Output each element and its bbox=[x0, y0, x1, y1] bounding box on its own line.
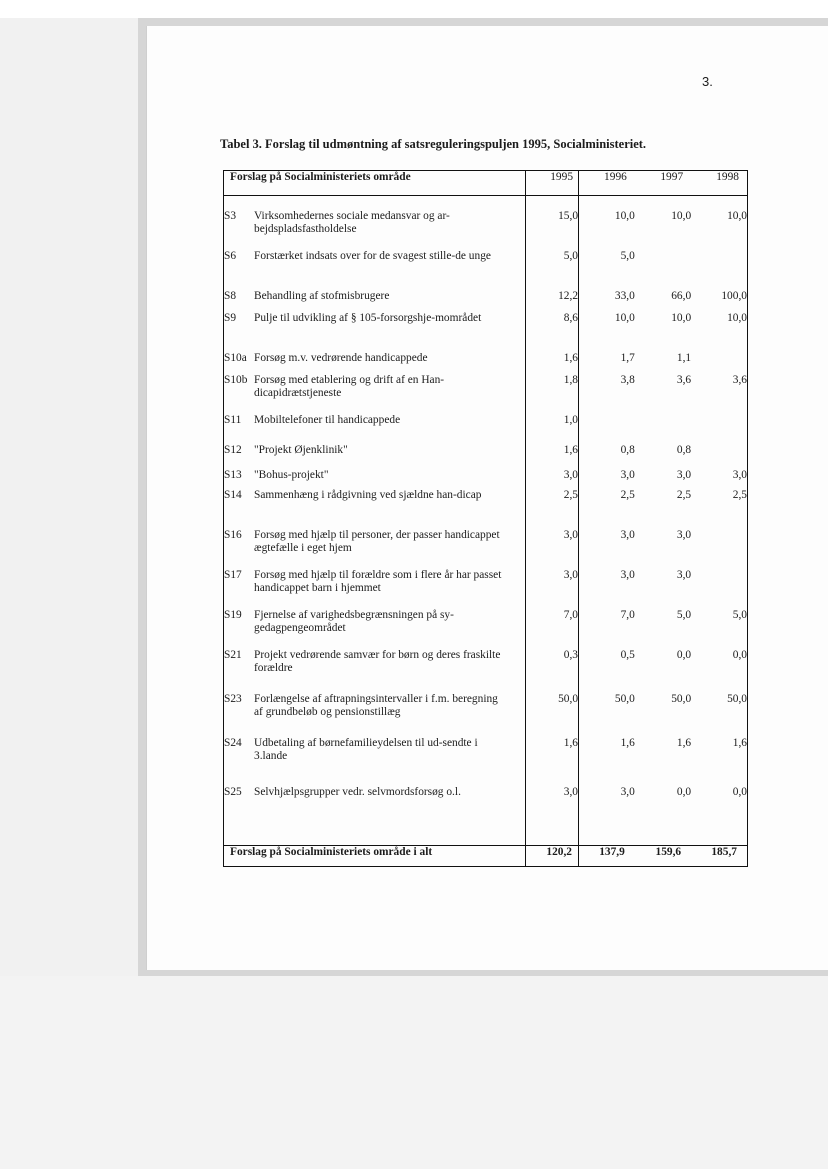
row-description: "Bohus-projekt" bbox=[254, 469, 329, 481]
row-value-1995: 1,0 bbox=[525, 414, 578, 444]
row-value-1996: 3,8 bbox=[620, 374, 635, 386]
header-year-1998: 1998 bbox=[691, 171, 747, 196]
table-total-row bbox=[224, 846, 748, 867]
row-value-1996: 10,0 bbox=[614, 312, 635, 324]
row-description: Forsøg med etablering og drift af en Han-dicapidrætstjeneste bbox=[254, 374, 445, 399]
row-value-1998: 3,6 bbox=[691, 374, 747, 414]
allocation-table bbox=[223, 170, 748, 867]
total-1996: 137,9 bbox=[579, 846, 635, 867]
row-description: Behandling af stofmisbrugere bbox=[254, 290, 390, 302]
row-description: Selvhjælpsgrupper vedr. selvmordsforsøg o.l. bbox=[254, 786, 461, 798]
row-description: Fjernelse af varighedsbegrænsningen på sy-gedagpengeområdet bbox=[254, 609, 454, 634]
row-description: Udbetaling af børnefamilieydelsen til ud-sendte i 3.lande bbox=[254, 737, 478, 762]
row-value-1998 bbox=[691, 569, 747, 609]
row-code: S16 bbox=[224, 529, 242, 541]
row-value-1995: 5,0 bbox=[525, 250, 578, 290]
row-value-1995: 3,0 bbox=[525, 786, 578, 831]
row-value-1997: 1,6 bbox=[676, 737, 692, 749]
table-row bbox=[224, 649, 748, 693]
row-value-1995: 7,0 bbox=[525, 609, 578, 649]
row-code: S9 bbox=[224, 312, 237, 324]
row-value-1997: 2,5 bbox=[676, 489, 692, 501]
row-value-1996: 1,7 bbox=[620, 352, 635, 364]
row-value-1996: 3,0 bbox=[620, 786, 635, 798]
row-value-1996: 33,0 bbox=[614, 290, 635, 302]
row-value-1996: 7,0 bbox=[620, 609, 635, 621]
row-code: S8 bbox=[224, 290, 237, 302]
row-value-1998: 2,5 bbox=[691, 489, 747, 529]
row-value-1997: 0,0 bbox=[676, 786, 692, 798]
row-value-1996: 5,0 bbox=[620, 250, 635, 262]
table-row bbox=[224, 786, 748, 831]
table-row bbox=[224, 529, 748, 569]
table-body bbox=[224, 196, 748, 846]
row-code: S10a bbox=[224, 352, 247, 364]
row-value-1995: 0,3 bbox=[525, 649, 578, 693]
row-code: S24 bbox=[224, 737, 242, 749]
row-value-1997 bbox=[635, 414, 691, 444]
table-row bbox=[224, 569, 748, 609]
row-value-1998 bbox=[691, 250, 747, 290]
row-description: Sammenhæng i rådgivning ved sjældne han-dicap bbox=[254, 489, 482, 501]
row-code: S21 bbox=[224, 649, 242, 661]
table-row bbox=[224, 374, 748, 414]
row-value-1997: 50,0 bbox=[671, 693, 692, 705]
table-header-row bbox=[224, 171, 748, 196]
header-year-1995: 1995 bbox=[525, 171, 578, 196]
row-value-1998: 50,0 bbox=[691, 693, 747, 737]
page-number: 3. bbox=[702, 74, 713, 89]
row-value-1998: 3,0 bbox=[691, 469, 747, 489]
row-description: Projekt vedrørende samvær for børn og deres fraskilte forældre bbox=[254, 649, 501, 674]
row-value-1996: 3,0 bbox=[620, 529, 635, 541]
table-row bbox=[224, 444, 748, 469]
table-spacer bbox=[224, 196, 748, 211]
table-row bbox=[224, 250, 748, 290]
row-code: S25 bbox=[224, 786, 242, 798]
row-value-1996: 50,0 bbox=[614, 693, 635, 705]
total-1998: 185,7 bbox=[691, 846, 747, 867]
row-value-1998: 0,0 bbox=[691, 649, 747, 693]
row-value-1998: 10,0 bbox=[691, 210, 747, 250]
row-value-1995: 1,8 bbox=[525, 374, 578, 414]
row-value-1996: 10,0 bbox=[614, 210, 635, 222]
row-value-1998: 10,0 bbox=[691, 312, 747, 352]
scan-top-margin bbox=[0, 0, 828, 18]
table-row bbox=[224, 414, 748, 444]
row-value-1998 bbox=[691, 444, 747, 469]
table-title: Tabel 3. Forslag til udmøntning af satsreguleringspuljen 1995, Socialministeriet. bbox=[220, 137, 647, 151]
row-value-1995: 12,2 bbox=[525, 290, 578, 312]
row-value-1995: 15,0 bbox=[525, 210, 578, 250]
row-value-1996: 3,0 bbox=[620, 569, 635, 581]
table-row bbox=[224, 737, 748, 786]
row-value-1997: 0,0 bbox=[676, 649, 692, 661]
row-value-1995: 2,5 bbox=[525, 489, 578, 529]
table-row bbox=[224, 693, 748, 737]
row-value-1997 bbox=[635, 250, 691, 290]
table-row bbox=[224, 489, 748, 529]
row-code: S12 bbox=[224, 444, 242, 456]
row-value-1995: 8,6 bbox=[525, 312, 578, 352]
row-value-1995: 3,0 bbox=[525, 569, 578, 609]
row-value-1997: 3,0 bbox=[676, 569, 692, 581]
row-description: Virksomhedernes sociale medansvar og ar-bejdspladsfastholdelse bbox=[254, 210, 450, 235]
table-row bbox=[224, 469, 748, 489]
row-code: S17 bbox=[224, 569, 242, 581]
row-value-1997: 0,8 bbox=[676, 444, 692, 456]
row-description: Pulje til udvikling af § 105-forsorgshje-mområdet bbox=[254, 312, 482, 324]
header-label: Forslag på Socialministeriets område bbox=[224, 171, 526, 196]
row-value-1996: 0,5 bbox=[620, 649, 635, 661]
row-code: S23 bbox=[224, 693, 242, 705]
row-value-1997: 1,1 bbox=[676, 352, 692, 364]
row-description: Forsøg med hjælp til forældre som i flere år har passet handicappet barn i hjemmet bbox=[254, 569, 502, 594]
row-value-1997: 3,0 bbox=[676, 529, 692, 541]
row-value-1998: 5,0 bbox=[691, 609, 747, 649]
header-year-1997: 1997 bbox=[635, 171, 691, 196]
total-1997: 159,6 bbox=[635, 846, 691, 867]
table-spacer bbox=[224, 831, 748, 846]
row-value-1998: 0,0 bbox=[691, 786, 747, 831]
row-value-1995: 50,0 bbox=[525, 693, 578, 737]
row-value-1998 bbox=[691, 529, 747, 569]
row-code: S14 bbox=[224, 489, 242, 501]
row-value-1995: 1,6 bbox=[525, 352, 578, 374]
row-description: Mobiltelefoner til handicappede bbox=[254, 414, 401, 426]
row-value-1998: 1,6 bbox=[691, 737, 747, 786]
row-value-1997: 3,6 bbox=[676, 374, 692, 386]
row-description: "Projekt Øjenklinik" bbox=[254, 444, 348, 456]
table-row bbox=[224, 210, 748, 250]
row-code: S10b bbox=[224, 374, 248, 386]
row-value-1996: 0,8 bbox=[620, 444, 635, 456]
row-value-1997: 66,0 bbox=[671, 290, 692, 302]
row-value-1995: 3,0 bbox=[525, 529, 578, 569]
row-description: Forstærket indsats over for de svagest stille-de unge bbox=[254, 250, 491, 262]
row-code: S13 bbox=[224, 469, 242, 481]
row-code: S19 bbox=[224, 609, 242, 621]
row-value-1998 bbox=[691, 414, 747, 444]
row-code: S6 bbox=[224, 250, 237, 262]
table-row bbox=[224, 290, 748, 312]
row-description: Forlængelse af aftrapningsintervaller i f.m. beregning af grundbeløb og pensionstillæg bbox=[254, 693, 498, 718]
row-value-1995: 1,6 bbox=[525, 737, 578, 786]
row-value-1996 bbox=[579, 414, 635, 444]
table-row bbox=[224, 312, 748, 352]
row-description: Forsøg med hjælp til personer, der passer handicappet ægtefælle i eget hjem bbox=[254, 529, 500, 554]
row-value-1996: 3,0 bbox=[620, 469, 635, 481]
header-year-1996: 1996 bbox=[579, 171, 635, 196]
table-row bbox=[224, 609, 748, 649]
row-value-1998 bbox=[691, 352, 747, 374]
table-row bbox=[224, 352, 748, 374]
row-code: S3 bbox=[224, 210, 237, 222]
row-description: Forsøg m.v. vedrørende handicappede bbox=[254, 352, 428, 364]
row-code: S11 bbox=[224, 414, 242, 426]
row-value-1997: 10,0 bbox=[671, 210, 692, 222]
total-label: Forslag på Socialministeriets område i alt bbox=[224, 846, 526, 867]
row-value-1995: 3,0 bbox=[525, 469, 578, 489]
scan-bottom-margin bbox=[0, 976, 828, 1169]
row-value-1997: 10,0 bbox=[671, 312, 692, 324]
row-value-1997: 3,0 bbox=[676, 469, 692, 481]
row-value-1998: 100,0 bbox=[691, 290, 747, 312]
row-value-1996: 2,5 bbox=[620, 489, 635, 501]
row-value-1995: 1,6 bbox=[525, 444, 578, 469]
row-value-1997: 5,0 bbox=[676, 609, 692, 621]
total-1995: 120,2 bbox=[525, 846, 578, 867]
row-value-1996: 1,6 bbox=[620, 737, 635, 749]
